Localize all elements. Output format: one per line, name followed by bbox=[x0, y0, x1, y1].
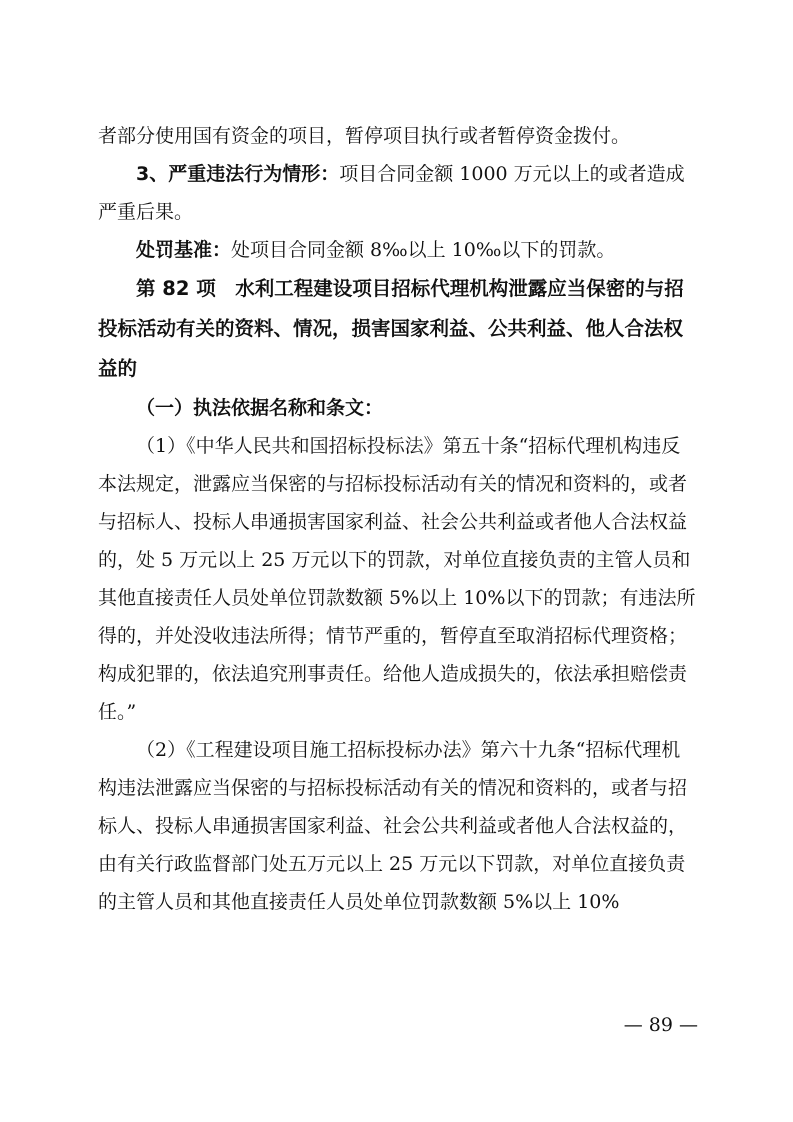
clause-1: （1）《中华人民共和国招标投标法》第五十条“招标代理机构违反本法规定，泄露应当保密的与招标投标活动有关的情况和资料的，或者与招标人、投标人串通损害国家利益、社会公共利益或者他人合法权益的，处 5 万元以上 25 万元以下的罚款，对单位直接负责的主管人员和其他直接责任人员处单位罚款数额 5%以上 10%以下的罚款；有违法所得的，并处没收违法所得；情节严重的，暂停直至取消招标代理资格；构成犯罪的，依法追究刑事责任。给他人造成损失的，依法承担赔偿责任。” bbox=[98, 435, 696, 723]
paragraph-continuation: 者部分使用国有资金的项目，暂停项目执行或者暂停资金拨付。 bbox=[98, 125, 631, 147]
penalty-standard-text: 处项目合同金额 8‰以上 10‰以下的罚款。 bbox=[231, 239, 616, 261]
penalty-standard-label: 处罚基准： bbox=[136, 239, 232, 261]
paragraph-serious-violation bbox=[98, 155, 698, 231]
item-heading: 第 82 项 水利工程建设项目招标代理机构泄露应当保密的与招投标活动有关的资料、情况，损害国家利益、公共利益、他人合法权益的 bbox=[98, 277, 684, 380]
section-heading: （一）执法依据名称和条文： bbox=[136, 397, 384, 419]
clause-2: （2）《工程建设项目施工招标投标办法》第六十九条“招标代理机构违法泄露应当保密的与招标投标活动有关的情况和资料的，或者与招标人、投标人串通损害国家利益、社会公共利益或者他人合法权益的，由有关行政监督部门处五万元以上 25 万元以下罚款，对单位直接负责的主管人员和其他直接责任人员处单位罚款数额 5%以上 10% bbox=[98, 739, 688, 913]
serious-violation-text: 项目合同金额 1000 万元以上的或者造成严重后果。 bbox=[98, 163, 685, 223]
serious-violation-label: 3、严重违法行为情形： bbox=[136, 163, 340, 185]
paragraph-penalty-standard bbox=[98, 231, 698, 269]
page-number: — 89 — bbox=[623, 1014, 698, 1036]
document-body bbox=[98, 117, 698, 921]
